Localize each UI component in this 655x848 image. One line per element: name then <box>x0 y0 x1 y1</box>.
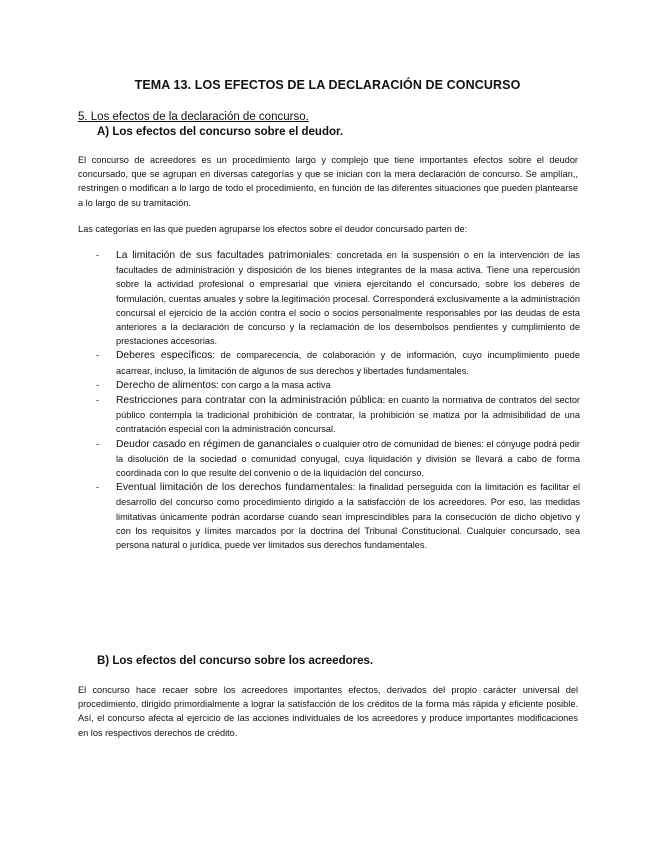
list-item <box>78 393 580 437</box>
paragraph-intro: El concurso de acreedores es un procedimiento largo y complejo que tiene importantes efectos sobre el deudor concursado, que se agrupan en diversas categorías y que se inician con la mera declaración de concurso. Se amplían,, restringen o modifican a lo largo de todo el procedimiento, en función de las diferentes situaciones que pueden plantearse a lo largo de su tramitación. <box>78 155 578 208</box>
list-item <box>78 437 580 481</box>
list-item-lead: Restricciones para contratar con la administración pública <box>116 395 383 407</box>
effects-list <box>78 248 580 552</box>
subheading-a: A) Los efectos del concurso sobre el deudor. <box>97 126 344 138</box>
list-item-text: : la finalidad perseguida con la limitación es facilitar el desarrollo del concurso como procedimiento dirigido a la satisfacción de los acreedores. Por eso, las medidas limitativas únicamente podrán acordarse cuando sean imprescindibles para la consecución de dicho objetivo y con los requisitos y límites marcados por la doctrina del Tribunal Constitucional. Cualquier concursado, sea persona natural o jurídica, puede ver limitados sus derechos fundamentales. <box>116 482 580 551</box>
list-item <box>78 348 580 377</box>
list-item-text: o cualquier otro de comunidad de bienes: el cónyuge podrá pedir la disolución de la sociedad o comunidad conyugal, cuya liquidación y división se llevará a cabo de forma coordinada con lo que resulte del convenio o de la liquidación del concurso. <box>116 438 580 479</box>
bullet-dash-icon: - <box>96 482 100 493</box>
list-item-lead: Eventual limitación de los derechos fundamentales <box>116 482 353 494</box>
list-item-text: : concretada en la suspensión o en la intervención de las facultades de administración y disposición de los bienes integrantes de la masa activa. Tiene una repercusión sobre la actividad profesional o empresarial que viniera ejercitando el concursado, sobre los deberes de formulación, cuentas anuales y sobre la legitimación procesal. Corresponderá exclusivamente a la administración concursal el ejercicio de la acción contra el socio o socios personalmente responsables por las deudas de esta anteriores a la declaración de concurso y la reclamación de los desembolsos pendientes y cumplimiento de prestaciones accesorias. <box>116 250 580 347</box>
list-item-text: : en cuanto la normativa de contratos del sector público contempla la tradicional prohibición de contratar, la prohibición se matiza por la admisibilidad de una contratación especial con la administración concursal. <box>116 395 580 435</box>
page-title: TEMA 13. LOS EFECTOS DE LA DECLARACIÓN DE CONCURSO <box>134 78 521 92</box>
bullet-dash-icon: - <box>96 379 100 390</box>
list-item <box>78 480 580 552</box>
paragraph-categories: Las categorías en las que pueden agruparse los efectos sobre el deudor concursado parten de: <box>78 224 468 234</box>
paragraph-creditors: El concurso hace recaer sobre los acreedores importantes efectos, derivados del propio carácter universal del procedimiento, dirigido primordialmente a lograr la satisfacción de los créditos de la forma más rápida y eficiente posible. Así, el concurso afecta al ejercicio de las acciones individuales de los acreedores y produce importantes modificaciones en los respectivos derechos de crédito. <box>78 685 578 738</box>
list-item-text: : con cargo a la masa activa <box>216 379 331 390</box>
bullet-dash-icon: - <box>96 395 100 406</box>
bullet-dash-icon: - <box>96 250 100 260</box>
list-item-text: : de comparecencia, de colaboración y de información, cuyo incumplimiento puede acarrear, incluso, la limitación de algunos de sus derechos y libertades fundamentales. <box>116 350 580 376</box>
subheading-b: B) Los efectos del concurso sobre los acreedores. <box>97 655 374 667</box>
list-item-lead: Deberes específicos <box>116 350 213 362</box>
list-item <box>78 378 580 393</box>
bullet-dash-icon: - <box>96 438 100 449</box>
section-heading: 5. Los efectos de la declaración de concurso. <box>78 111 309 123</box>
list-item-lead: La limitación de sus facultades patrimoniales <box>116 250 330 261</box>
list-item <box>78 248 580 348</box>
list-item-lead: Deudor casado en régimen de gananciales <box>116 438 313 450</box>
bullet-dash-icon: - <box>96 350 100 361</box>
list-item-lead: Derecho de alimentos <box>116 379 217 391</box>
